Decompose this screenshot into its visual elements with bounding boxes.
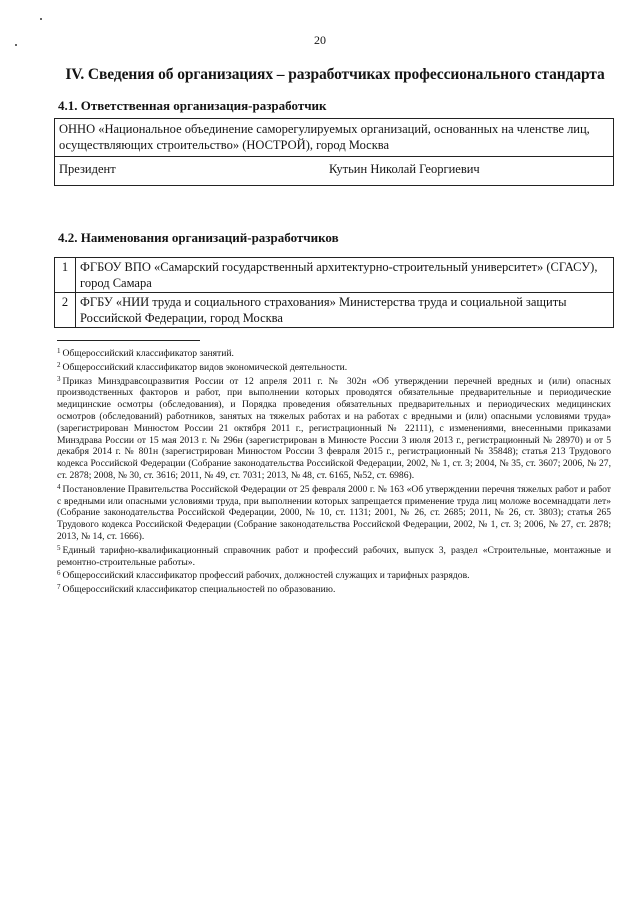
- responsible-organization: ОННО «Национальное объединение саморегулируемых организаций, основанных на членстве лиц, осуществляющих строительство» (НОСТРОЙ), город Москва: [55, 119, 614, 157]
- footnote-mark: 6: [57, 569, 61, 578]
- footnote-text: Приказ Минздравсоцразвития России от 12 апреля 2011 г. № 302н «Об утверждении перечней вредных и (или) опасных производственных факторов и работ, при выполнении которых проводятся обязательные предварительные и периодические медицинские осмотры (обследования), и Порядка проведения обязательных предварительных и периодических медицинских осмотров (обследований) работников, занятых на тяжелых работах и на работах с вредными и (или) опасными условиями труда» (зарегистрирован Минюстом России 21 октября 2011 г., регистрационный № 22111), с изменениями, внесенными приказами Минздрава России от 15 мая 2013 г. № 296н (зарегистрирован в Минюсте России 3 июля 2013 г., регистрационный № 28970) и от 5 декабря 2014 г. № 801н (зарегистрирован Минюстом России 3 февраля 2015 г., регистрационный № 35848); статья 213 Трудового кодекса Российской Федерации (Собрание законодательства Российской Федерации, 2002, № 1, ст. 3; 2004, № 35, ст. 3607; 2006, № 27, ст. 2878; 2008, № 30, ст. 3616; 2011, № 49, ст. 7031; 2013, № 48, ст. 6165, №52, ст. 6986).: [57, 375, 611, 481]
- footnote: [57, 482, 611, 543]
- footnote-text: Общероссийский классификатор видов экономической деятельности.: [62, 361, 348, 373]
- footnote-separator: [57, 340, 200, 341]
- footnote-text: Общероссийский классификатор специальностей по образованию.: [62, 584, 336, 596]
- footnote: [57, 360, 611, 374]
- developer-name: ФГБУ «НИИ труда и социального страхования» Министерства труда и социальной защиты Российской Федерации, город Москва: [76, 293, 614, 328]
- responsible-table: [54, 118, 614, 186]
- footnote: [57, 374, 611, 482]
- footnotes: [57, 346, 611, 596]
- footnote-mark: 1: [57, 347, 61, 355]
- row-number: 2: [55, 293, 76, 328]
- footnote-text: Общероссийский классификатор занятий.: [62, 348, 234, 359]
- developer-name: ФГБОУ ВПО «Самарский государственный архитектурно-строительный университет» (СГАСУ), город Самара: [76, 258, 614, 293]
- footnote-text: Постановление Правительства Российской Федерации от 25 февраля 2000 г. № 163 «Об утверждении перечня тяжелых работ и работ с вредными или опасными условиями труда, при выполнении которых запрещается применение труда лиц моложе восемнадцати лет» (Собрание законодательства Российской Федерации, 2000, № 10, ст. 1131; 2001, № 26, ст. 2685; 2011, № 26, ст. 3803); статья 265 Трудового кодекса Российской Федерации (Собрание законодательства Российской Федерации, 2002, № 1, ст. 3; 2006, № 27, ст. 2878; 2013, № 14, ст. 1666).: [57, 483, 611, 542]
- footnote: [57, 582, 611, 596]
- footnote-mark: 3: [57, 374, 61, 383]
- footnote: [57, 346, 611, 360]
- developers-table: [54, 257, 614, 328]
- section-title: IV. Сведения об организациях – разработчиках профессионального стандарта: [65, 66, 605, 83]
- table-row: [55, 293, 614, 328]
- row-number: 1: [55, 258, 76, 293]
- responsible-signatory-row: [55, 157, 614, 186]
- responsible-person: Кутьин Николай Георгиевич: [329, 162, 480, 176]
- footnote-mark: 7: [57, 583, 61, 592]
- footnote-text: Единый тарифно-квалификационный справочник работ и профессий рабочих, выпуск 3, раздел «Строительные, монтажные и ремонтно-строительные работы».: [57, 544, 611, 568]
- footnote-mark: 4: [57, 482, 61, 491]
- footnote-mark: 5: [57, 543, 61, 552]
- responsible-position: Президент: [59, 162, 116, 176]
- footnote-text: Общероссийский классификатор профессий рабочих, должностей служащих и тарифных разрядов.: [62, 570, 470, 582]
- scan-speck: [40, 18, 42, 20]
- footnote-mark: 2: [57, 360, 61, 369]
- footnote: [57, 543, 611, 569]
- developers-heading: 4.2. Наименования организаций-разработчиков: [58, 230, 339, 245]
- responsible-heading: 4.1. Ответственная организация-разработчик: [58, 98, 327, 113]
- footnote: [57, 568, 611, 582]
- page-number: 20: [314, 33, 326, 47]
- table-row: [55, 258, 614, 293]
